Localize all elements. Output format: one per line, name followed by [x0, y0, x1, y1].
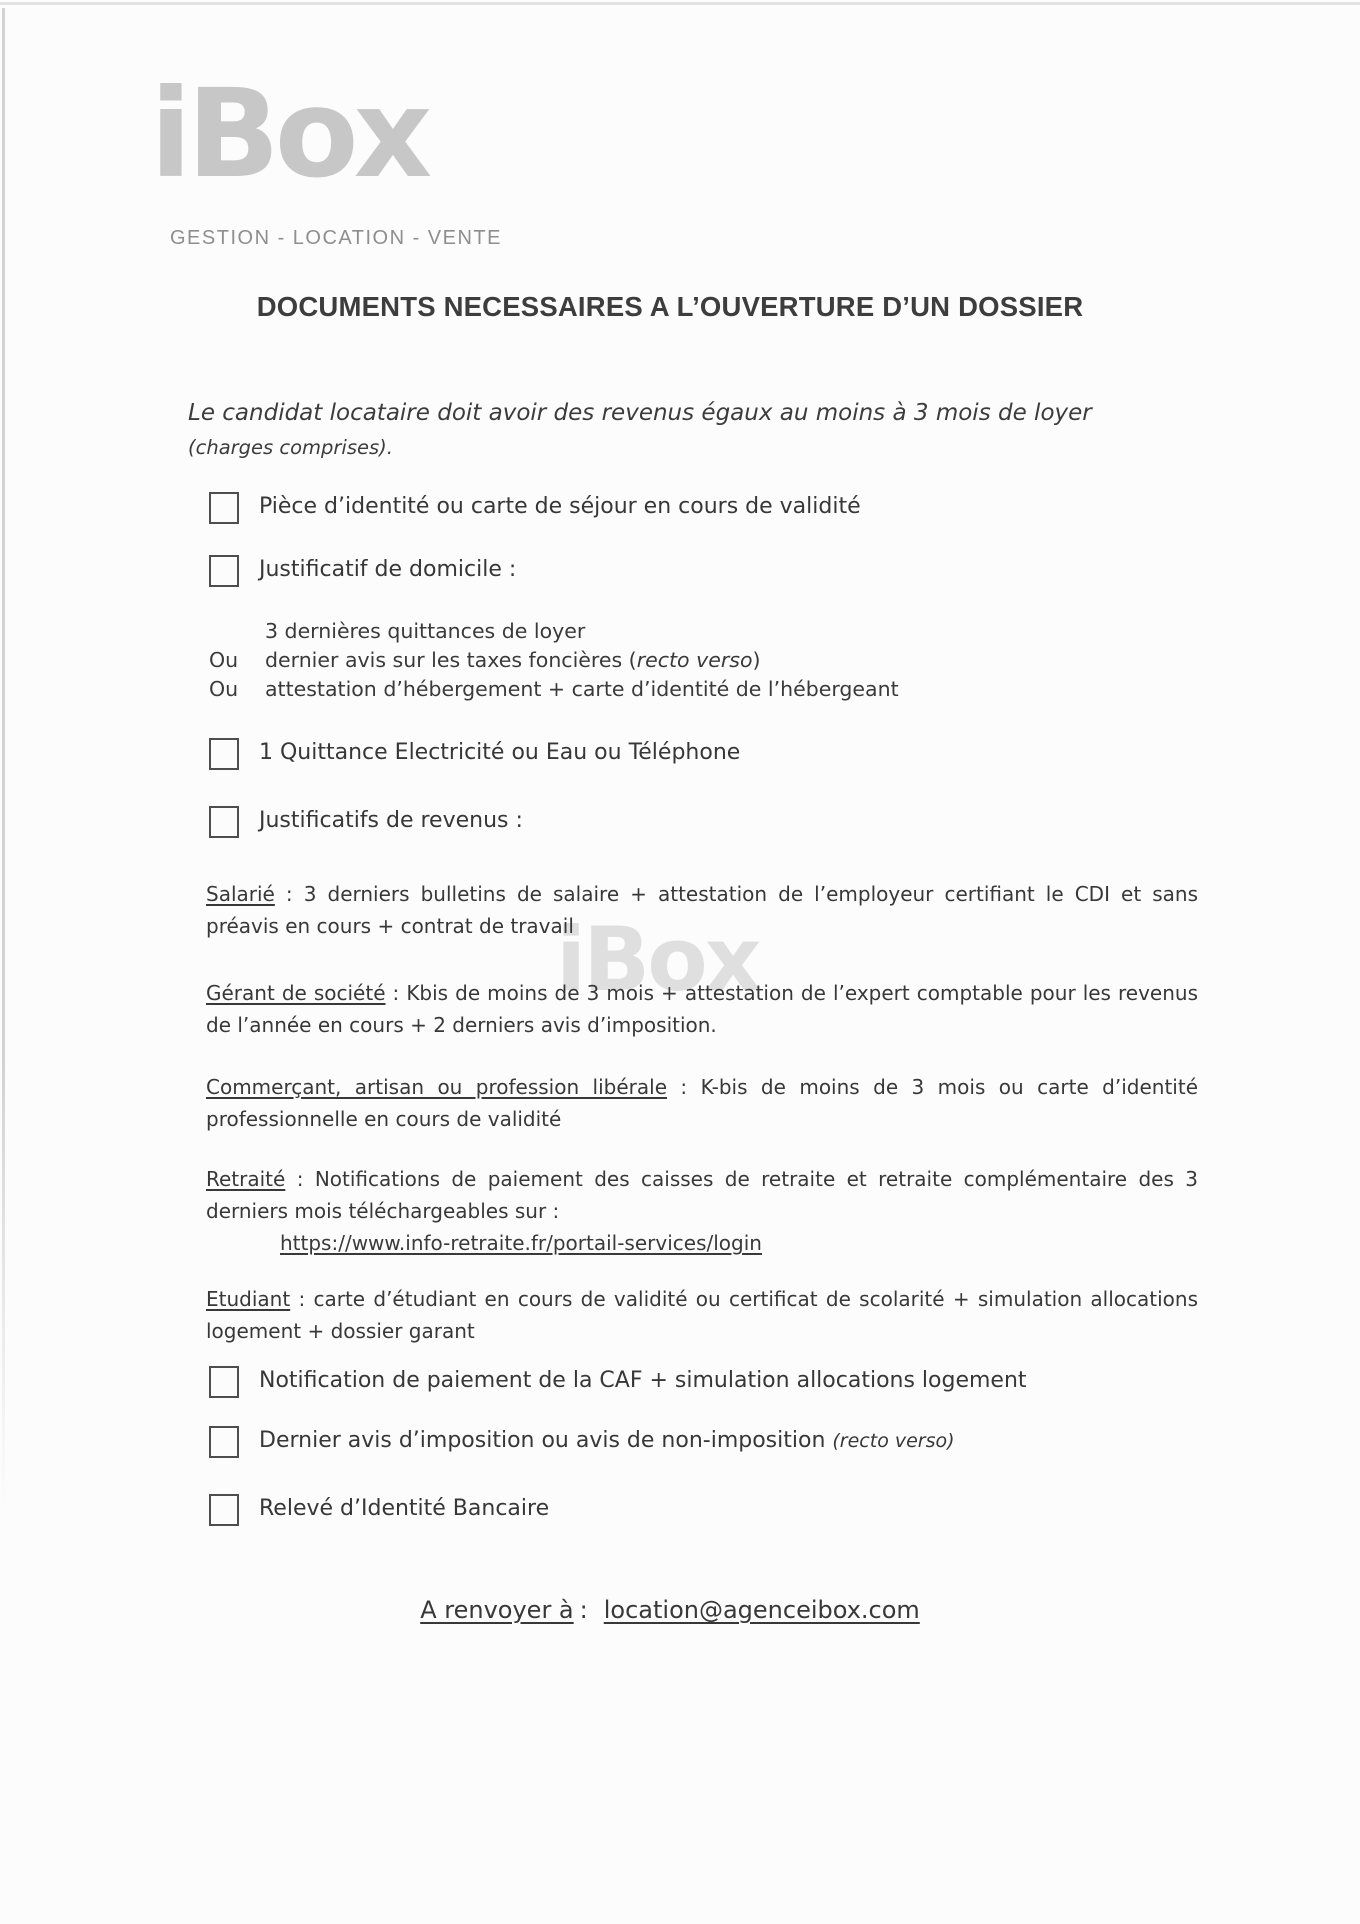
checklist-label: Notification de paiement de la CAF + simulation allocations logement — [259, 1368, 1027, 1393]
category-etudiant — [206, 1283, 1198, 1347]
scan-edge-left — [2, 8, 5, 1508]
checklist-label: 1 Quittance Electricité ou Eau ou Téléphone — [259, 740, 741, 765]
category-sep: : — [667, 1075, 701, 1099]
option-prefix: Ou — [209, 677, 239, 701]
checklist-label: Justificatif de domicile : — [259, 557, 517, 582]
option-text — [265, 675, 899, 704]
category-sep: : — [285, 1167, 315, 1191]
category-body: Kbis de moins de 3 mois + attestation de l’expert comptable pour les revenus de l’année en cours + 2 derniers avis d’imposition. — [206, 981, 1198, 1037]
checklist-item-identity — [209, 492, 861, 524]
checklist-item-caf — [209, 1366, 1027, 1398]
option-prefix: Ou — [209, 648, 239, 672]
option-text — [265, 617, 585, 646]
checkbox-quittance[interactable] — [209, 738, 239, 770]
domicile-option — [209, 617, 899, 646]
domicile-options — [209, 617, 899, 704]
category-commercant — [206, 1071, 1198, 1135]
category-body: 3 derniers bulletins de salaire + attestation de l’employeur certifiant le CDI et sans préavis en cours + contrat de travail — [206, 882, 1199, 938]
ibox-logo: iBox — [150, 63, 428, 205]
intro-note — [188, 396, 1146, 465]
scan-edge-top — [0, 2, 1360, 5]
checklist-label-italic: (recto verso) — [832, 1430, 955, 1452]
checklist-item-domicile — [209, 555, 516, 587]
checklist-item-imposition — [209, 1426, 955, 1458]
category-lead: Gérant de société — [206, 981, 386, 1005]
intro-main: Le candidat locataire doit avoir des revenus égaux au moins à 3 mois de loyer — [188, 400, 1092, 426]
category-sep: : — [385, 981, 407, 1005]
checklist-label: Pièce d’identité ou carte de séjour en cours de validité — [259, 494, 861, 519]
option-text — [265, 646, 761, 675]
checkbox-caf[interactable] — [209, 1366, 239, 1398]
return-colon: : — [579, 1596, 588, 1624]
checkbox-domicile[interactable] — [209, 555, 239, 587]
checklist-label: Justificatifs de revenus : — [259, 808, 523, 833]
category-body: Notifications de paiement des caisses de retraite et retraite complémentaire des 3 derniers mois téléchargeables sur : — [206, 1167, 1198, 1223]
category-retraite — [206, 1163, 1198, 1259]
checklist-label-main: Dernier avis d’imposition ou avis de non-imposition — [259, 1428, 833, 1453]
option-text-main: attestation d’hébergement + carte d’identité de l’hébergeant — [265, 677, 899, 701]
page-title: DOCUMENTS NECESSAIRES A L’OUVERTURE D’UN DOSSIER — [256, 291, 1084, 322]
category-lead: Commerçant, artisan ou profession libérale — [206, 1075, 668, 1099]
option-text-post: ) — [752, 648, 761, 672]
checkbox-revenus[interactable] — [209, 806, 239, 838]
checklist-item-rib — [209, 1494, 549, 1526]
checklist-label — [259, 1426, 955, 1456]
return-email-link[interactable]: location@agenceibox.com — [603, 1596, 920, 1624]
checkbox-imposition[interactable] — [209, 1426, 239, 1458]
category-salarie — [206, 878, 1198, 942]
intro-paren: (charges comprises). — [188, 436, 393, 459]
category-sep: : — [274, 882, 304, 906]
retraite-link-line — [280, 1227, 1198, 1259]
category-body: K-bis de moins de 3 mois ou carte d’identité professionnelle en cours de validité — [206, 1075, 1198, 1131]
checklist-item-quittance — [209, 738, 740, 770]
category-lead: Retraité — [206, 1167, 286, 1191]
option-text-italic: recto verso — [636, 648, 753, 672]
logo-tagline: GESTION - LOCATION - VENTE — [170, 227, 502, 249]
domicile-option — [209, 646, 899, 675]
category-lead: Etudiant — [206, 1287, 291, 1311]
checkbox-identity[interactable] — [209, 492, 239, 524]
checkbox-rib[interactable] — [209, 1494, 239, 1526]
option-prefix — [209, 617, 265, 646]
category-gerant — [206, 977, 1198, 1041]
return-instruction — [140, 1596, 1200, 1624]
retraite-link[interactable]: https://www.info-retraite.fr/portail-services/login — [280, 1231, 762, 1255]
domicile-option — [209, 675, 899, 704]
checklist-item-revenus — [209, 806, 523, 838]
checklist-label: Relevé d’Identité Bancaire — [259, 1496, 550, 1521]
return-label: A renvoyer à — [420, 1596, 574, 1624]
ibox-watermark: iBox — [556, 908, 759, 1011]
option-text-main: dernier avis sur les taxes foncières ( — [265, 648, 637, 672]
option-text-main: 3 dernières quittances de loyer — [265, 619, 586, 643]
category-lead: Salarié — [206, 882, 275, 906]
category-sep: : — [290, 1287, 314, 1311]
category-body: carte d’étudiant en cours de validité ou certificat de scolarité + simulation allocations logement + dossier garant — [206, 1287, 1198, 1343]
